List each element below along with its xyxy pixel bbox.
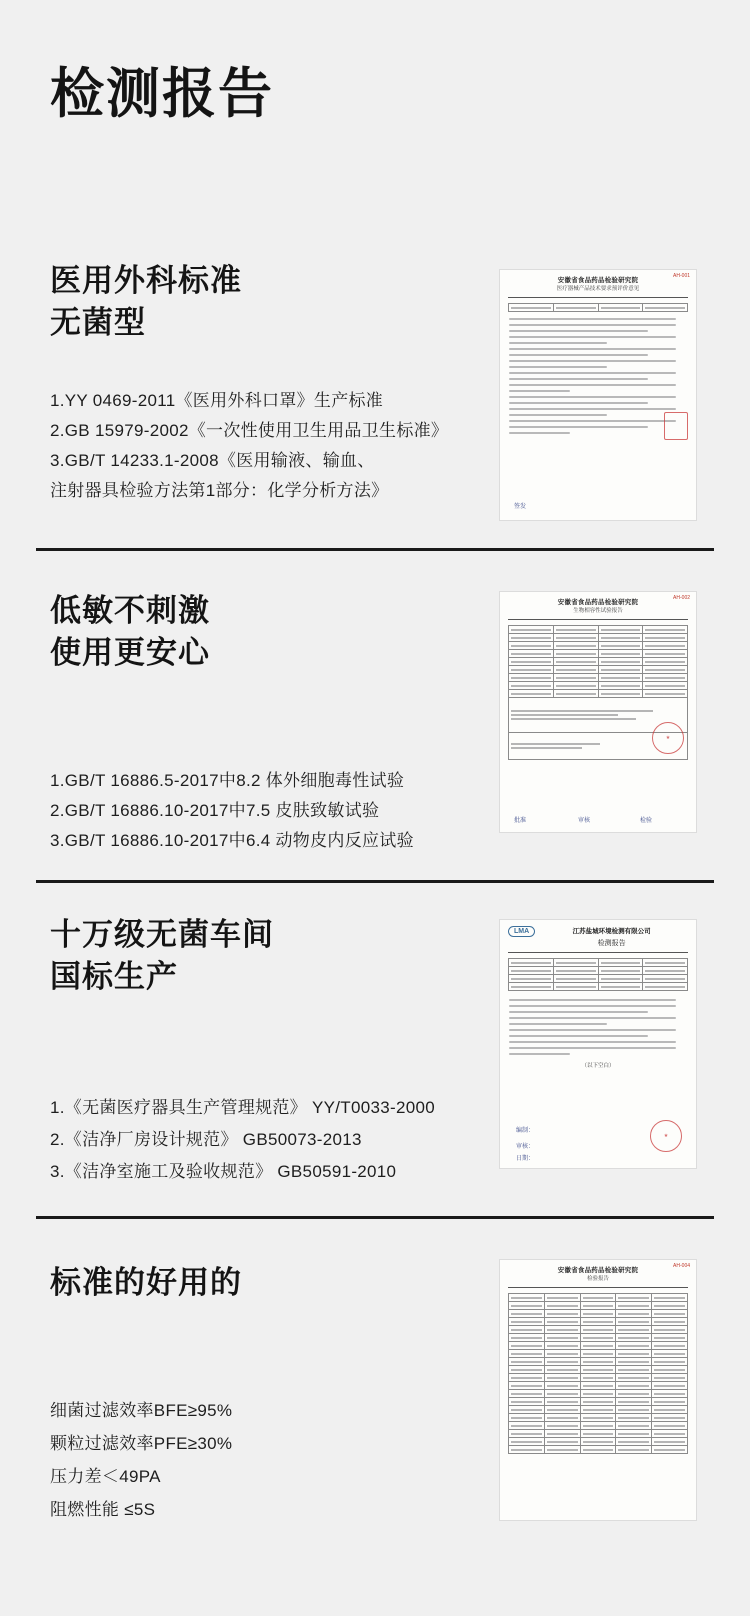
list-item: 3.《洁净室施工及验收规范》 GB50591-2010 (50, 1162, 397, 1181)
section-list-performance (50, 1394, 232, 1526)
certificate-title: 安徽省食品药品检验研究院 (557, 599, 639, 606)
certificate-subtitle: 生物相容性试验报告 (573, 608, 623, 614)
section-list-cleanroom (50, 1092, 435, 1188)
certificate-code: AH-001 (673, 273, 690, 279)
list-item: 2.GB/T 16886.10-2017中7.5 皮肤致敏试验 (50, 801, 380, 820)
certificate-data-table (508, 958, 688, 991)
certificate-rule (508, 297, 688, 298)
list-item: 颗粒过滤效率PFE≥30% (50, 1434, 233, 1453)
certificate-image-surgical (500, 270, 696, 520)
section-list-surgical (50, 386, 448, 506)
section-heading-line2: 无菌型 (50, 305, 146, 340)
certificate-body-lines (509, 999, 687, 1055)
signature: 日期： (516, 1156, 535, 1162)
section-heading-line2: 使用更安心 (50, 635, 210, 670)
section-low-irritation (0, 548, 750, 880)
signature: 审核 (578, 818, 591, 824)
certificate-image-cleanroom (500, 920, 696, 1168)
list-item: 1.《无菌医疗器具生产管理规范》 YY/T0033-2000 (50, 1098, 435, 1117)
list-item: 2.《洁净厂房设计规范》 GB50073-2013 (50, 1130, 362, 1149)
signature: 批准 (514, 818, 527, 824)
list-item: 3.GB/T 14233.1-2008《医用输液、输血、 (50, 451, 375, 470)
signature: 编制： (516, 1128, 535, 1134)
signature: 审核： (516, 1144, 535, 1150)
red-stamp-icon: ★ (652, 722, 684, 754)
certificate-result-table (508, 1293, 688, 1454)
section-cleanroom (0, 880, 750, 1216)
certificate-body-lines (509, 318, 687, 434)
list-item: 3.GB/T 16886.10-2017中6.4 动物皮内反应试验 (50, 831, 414, 850)
certificate-subtitle: 医疗器械产品技术要求预评价意见 (556, 286, 640, 292)
certificate-title: 安徽省食品药品检验研究院 (557, 1267, 639, 1274)
red-stamp-icon: ★ (650, 1120, 682, 1152)
certificate-footer-note: （以下空白） (581, 1063, 615, 1069)
certificate-rule (508, 619, 688, 620)
certificate-title: 江苏盐城环境检测有限公司 (572, 928, 651, 935)
certificate-image-biocompatibility (500, 592, 696, 832)
section-performance (0, 1216, 750, 1616)
certificate-code: AH-002 (673, 595, 690, 601)
list-item: 阻燃性能 ≤5S (50, 1500, 156, 1519)
list-item: 注射器具检验方法第1部分：化学分析方法》 (50, 481, 389, 500)
list-item: 2.GB 15979-2002《一次性使用卫生用品卫生标准》 (50, 421, 449, 440)
certificate-subtitle: 检验报告 (586, 1276, 609, 1282)
list-item: 细菌过滤效率BFE≥95% (50, 1401, 233, 1420)
list-item: 1.GB/T 16886.5-2017中8.2 体外细胞毒性试验 (50, 771, 405, 790)
section-heading-line1: 医用外科标准 (50, 263, 242, 298)
signature: 签发 (514, 504, 527, 510)
section-surgical-standard (0, 200, 750, 548)
section-heading-line1: 十万级无菌车间 (50, 917, 274, 952)
certificate-image-performance (500, 1260, 696, 1520)
list-item: 1.YY 0469-2011《医用外科口罩》生产标准 (50, 391, 384, 410)
section-heading-line1: 标准的好用的 (50, 1265, 242, 1300)
section-list-biocompatibility (50, 766, 414, 856)
section-heading-line1: 低敏不刺激 (50, 593, 210, 628)
list-item: 压力差＜49PA (50, 1467, 161, 1486)
red-stamp-icon (664, 412, 688, 440)
signature: 检验 (640, 818, 653, 824)
lab-logo-icon: LMA (508, 926, 535, 937)
certificate-title: 安徽省食品药品检验研究院 (557, 277, 639, 284)
certificate-subtitle: 检测报告 (597, 940, 626, 947)
certificate-code: AH-004 (673, 1263, 690, 1269)
page-title: 检测报告 (50, 64, 274, 124)
certificate-header-table (508, 303, 688, 312)
section-heading-line2: 国标生产 (50, 959, 178, 994)
